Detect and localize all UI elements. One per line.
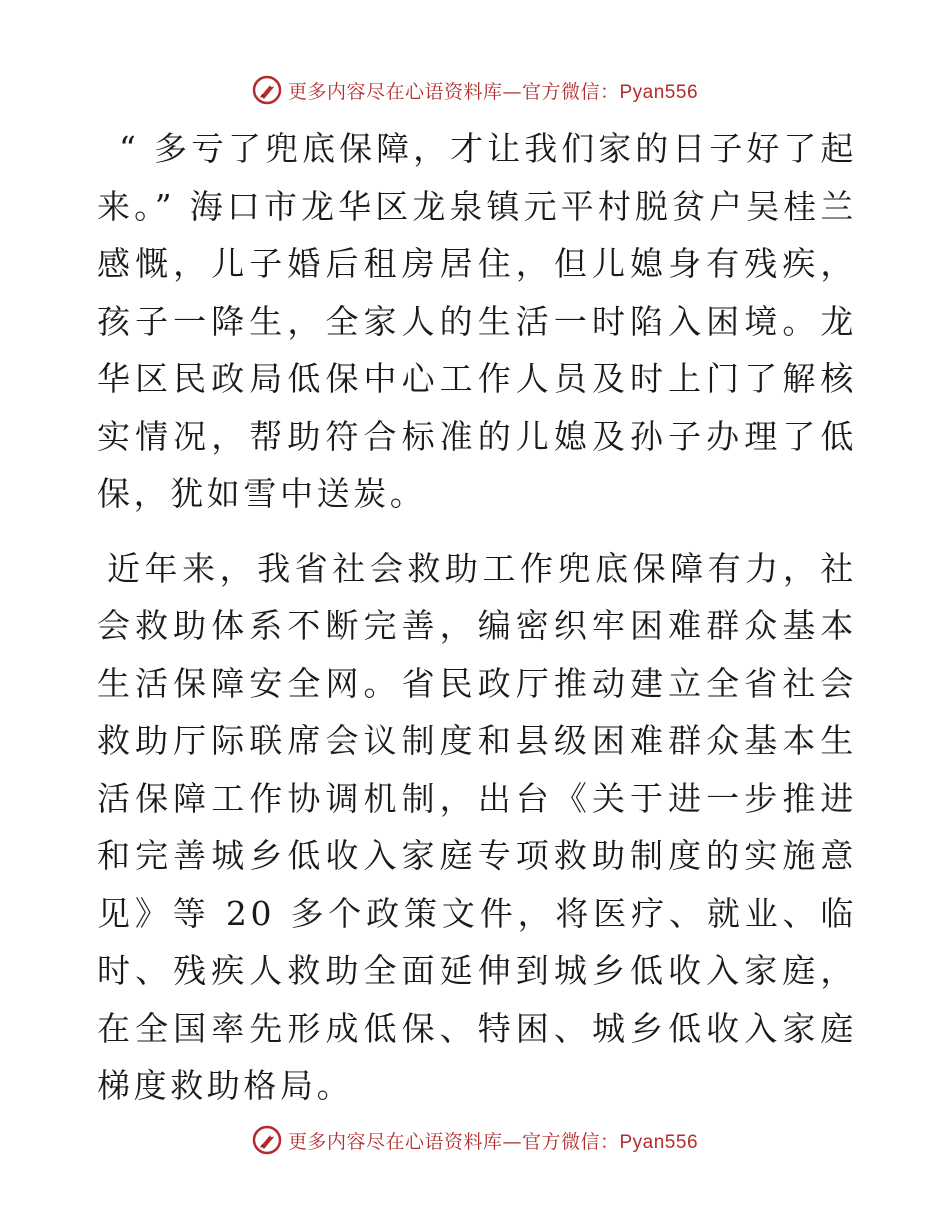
banner-wechat-id: Pyan556 [619,81,699,103]
banner-site-name: 更多内容尽在心语资料库 [287,1130,503,1153]
pen-quill-logo-icon [252,1125,282,1155]
document-body [97,120,857,1115]
header-banner [0,70,950,110]
banner-separator: — [502,80,522,103]
banner-wechat-id: Pyan556 [619,1131,699,1153]
paragraph-1: “ 多亏了兜底保障，才让我们家的日子好了起来。” 海口市龙华区龙泉镇元平村脱贫户吴桂兰感慨，儿子婚后租房居住，但儿媳身有残疾，孩子一降生，全家人的生活一时陷入困境。龙华区民政局低保中心工作人员及时上门了解核实情况，帮助符合标准的儿媳及孙子办理了低保，犹如雪中送炭。 [97,129,857,513]
footer-banner-text [288,1127,698,1154]
banner-wechat-label: 官方微信： [521,80,620,103]
pen-quill-logo-icon [252,75,282,105]
banner-wechat-label: 官方微信： [521,1130,620,1153]
header-banner-text [288,77,698,104]
footer-banner [0,1120,950,1160]
paragraph-2: 近年来，我省社会救助工作兜底保障有力，社会救助体系不断完善，编密织牢困难群众基本生活保障安全网。省民政厅推动建立全省社会救助厅际联席会议制度和县级困难群众基本生活保障工作协调机制，出台《关于进一步推进和完善城乡低收入家庭专项救助制度的实施意见》等 20 多个政策文件，将医疗、就业、临时、残疾人救助全面延伸到城乡低收入家庭，在全国率先形成低保、特困、城乡低收入家庭梯度救助格局。 [97,548,857,1105]
banner-site-name: 更多内容尽在心语资料库 [287,80,503,103]
banner-separator: — [502,1130,522,1153]
